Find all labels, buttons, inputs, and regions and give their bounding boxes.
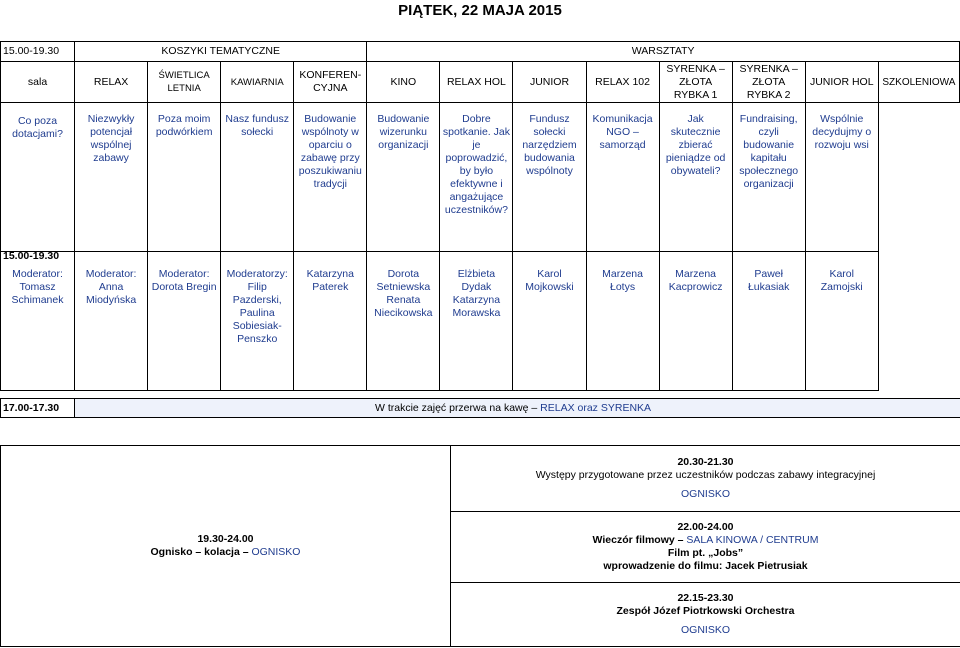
- schedule-table: [0, 41, 960, 391]
- topic-cell: Poza moim podwórkiem: [148, 103, 221, 252]
- moderator-cell: Moderatorzy: Filip Pazderski, Paulina Sobiesiak-Penszko: [221, 252, 294, 391]
- block2-place: SALA KINOWA / CENTRUM: [686, 534, 819, 547]
- room-header: SYRENKA – ZŁOTA RYBKA 2: [732, 62, 805, 103]
- topic-cell: Nasz fundusz sołecki: [221, 103, 294, 252]
- break-text-main: W trakcie zajęć przerwa na kawę –: [375, 401, 541, 414]
- moderator-cell: Paweł Łukasiak: [732, 252, 805, 391]
- block3-time: 22.15-23.30: [677, 591, 734, 604]
- room-header: ŚWIETLICA LETNIA: [148, 62, 221, 103]
- block1-text: Występy przygotowane przez uczestników podczas zabawy integracyjnej: [535, 469, 876, 482]
- room-header: JUNIOR: [513, 62, 586, 103]
- session-time: 15.00-19.30: [3, 250, 60, 262]
- moderator-cell: Moderator: Anna Miodyńska: [75, 252, 148, 391]
- block2-line: [453, 534, 958, 547]
- evening-left-line: [3, 546, 448, 559]
- evening-left-text: Ognisko – kolacja –: [150, 546, 252, 558]
- evening-block-3: [451, 582, 960, 646]
- block2-intro: wprowadzenie do filmu: Jacek Pietrusiak: [603, 560, 808, 573]
- moderators-row: [1, 252, 960, 391]
- break-table: [0, 398, 960, 418]
- block1-place: OGNISKO: [680, 488, 730, 501]
- topics-row: [1, 103, 960, 252]
- room-header: RELAX: [75, 62, 148, 103]
- topic-cell: Fundraising, czyli budowanie kapitału społecznego organizacji: [732, 103, 805, 252]
- room-header: RELAX 102: [586, 62, 659, 103]
- moderator-cell: Moderator: Dorota Bregin: [148, 252, 221, 391]
- room-header: RELAX HOL: [440, 62, 513, 103]
- moderator-cell: Moderator: Tomasz Schimanek: [1, 252, 75, 391]
- evening-left: [1, 446, 451, 647]
- evening-left-time: 19.30-24.00: [197, 533, 254, 545]
- topic-cell: Komunikacja NGO – samorząd: [586, 103, 659, 252]
- block3-text: Zespół Józef Piotrkowski Orchestra: [616, 604, 795, 617]
- block1-time: 20.30-21.30: [677, 456, 734, 469]
- page-title: PIĄTEK, 22 MAJA 2015: [398, 2, 562, 19]
- topic-cell: Wspólnie decydujmy o rozwoju wsi: [805, 103, 878, 252]
- evening-block-2: [451, 512, 960, 583]
- room-header: JUNIOR HOL: [805, 62, 878, 103]
- moderator-cell: Dorota Setniewska Renata Niecikowska: [367, 252, 440, 391]
- moderator-cell: Katarzyna Paterek: [294, 252, 367, 391]
- evening-left-place: OGNISKO: [251, 546, 301, 558]
- block3-place: OGNISKO: [680, 623, 730, 636]
- header-koszyki: KOSZYKI TEMATYCZNE: [75, 42, 367, 62]
- block2-text: Wieczór filmowy –: [592, 534, 687, 547]
- block2-film: Film pt. „Jobs”: [667, 547, 744, 560]
- topic-cell: Budowanie wizerunku organizacji: [367, 103, 440, 252]
- room-header: SYRENKA – ZŁOTA RYBKA 1: [659, 62, 732, 103]
- header-warsztaty: WARSZTATY: [367, 42, 960, 62]
- topic-cell: Jak skutecznie zbierać pieniądze od obywateli?: [659, 103, 732, 252]
- break-time: 17.00-17.30: [1, 399, 75, 418]
- topic-text: Co poza dotacjami?: [12, 115, 63, 140]
- moderator-cell: Elżbieta Dydak Katarzyna Morawska: [440, 252, 513, 391]
- room-header: KINO: [367, 62, 440, 103]
- block2-time: 22.00-24.00: [677, 521, 734, 534]
- evening-table: [0, 445, 960, 647]
- room-header: KAWIARNIA: [221, 62, 294, 103]
- moderator-cell: Marzena Kacprowicz: [659, 252, 732, 391]
- moderator-cell: Karol Mojkowski: [513, 252, 586, 391]
- break-text: [75, 399, 960, 418]
- topic-cell: Fundusz sołecki narzędziem budowania wspólnoty: [513, 103, 586, 252]
- moderator-cell: Marzena Łotys: [586, 252, 659, 391]
- header-time: 15.00-19.30: [1, 42, 75, 62]
- topic-cell: Budowanie wspólnoty w oparciu o zabawę przy poszukiwaniu tradycji: [294, 103, 367, 252]
- break-rooms: RELAX oraz SYRENKA: [540, 401, 652, 414]
- evening-block-1: [451, 446, 960, 512]
- room-header: sala: [1, 62, 75, 103]
- room-header: KONFEREN-CYJNA: [294, 62, 367, 103]
- room-row: [1, 62, 960, 103]
- topic-cell: [1, 103, 75, 262]
- moderator-cell: Karol Zamojski: [805, 252, 878, 391]
- room-header: SZKOLENIOWA: [878, 62, 959, 103]
- topic-cell: Dobre spotkanie. Jak je poprowadzić, by było efektywne i angażujące uczestników?: [440, 103, 513, 252]
- topic-cell: Niezwykły potencjał wspólnej zabawy: [75, 103, 148, 252]
